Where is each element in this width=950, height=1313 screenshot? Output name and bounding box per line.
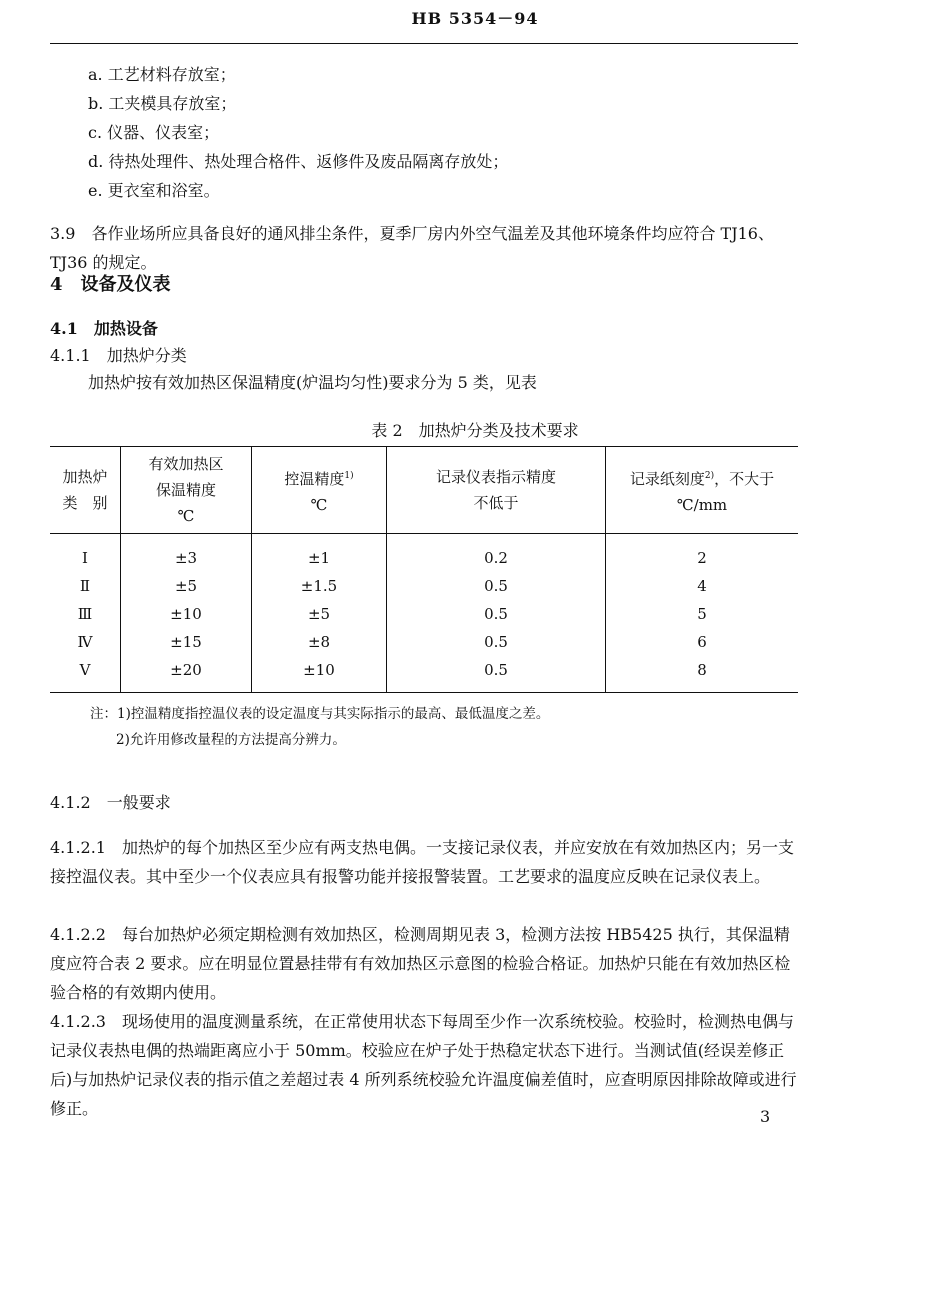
- cell-chart-scale: 4: [606, 572, 799, 600]
- section-4-1-2-heading: 4.1.2 一般要求: [50, 793, 171, 812]
- table-row: [50, 534, 798, 573]
- header-control-accuracy: 控温精度$^{1)}$ ℃: [252, 447, 387, 534]
- page-number: 3: [760, 1107, 771, 1126]
- paragraph-4-1-2-3: 4.1.2.3 现场使用的温度测量系统，在正常使用状态下每周至少作一次系统校验。校验时，检测热电偶与记录仪表热电偶的热端距离应小于 50mm。校验应在炉子处于热稳定状态下进行。当测试值(经误差修正后)与加热炉记录仪表的指示值之差超过表 4 所列系统校验允许温度偏差值时，应查明原因排除故障或进行修正。: [50, 1012, 797, 1118]
- cell-class: Ⅰ: [82, 549, 88, 567]
- cell-class: Ⅳ: [77, 633, 93, 651]
- cell-chart-scale: 6: [606, 628, 799, 656]
- header-chart-scale: 记录纸刻度$^{2)}$，不大于 ℃/mm: [606, 447, 799, 534]
- cell-class: Ⅲ: [77, 605, 93, 623]
- section-4-1-1-heading: 4.1.1 加热炉分类: [50, 346, 187, 365]
- cell-chart-scale: 5: [606, 600, 799, 628]
- cell-recorder-accuracy: 0.5: [387, 628, 606, 656]
- cell-recorder-accuracy: 0.5: [387, 572, 606, 600]
- list-item: c. 仪器、仪表室；: [88, 123, 220, 142]
- section-4-heading: 4 设备及仪表: [50, 274, 171, 295]
- table-row: [50, 600, 798, 628]
- cell-control-accuracy: ±10: [252, 656, 387, 693]
- table-note-2: 2)允许用修改量程的方法提高分辨力。: [116, 732, 346, 748]
- storage-room-list: [88, 60, 508, 205]
- list-item: a. 工艺材料存放室；: [88, 65, 236, 84]
- header-zone-accuracy: 有效加热区 保温精度 ℃: [121, 447, 252, 534]
- header-rule: [50, 43, 798, 44]
- section-4-1-heading: 4.1 加热设备: [50, 319, 158, 338]
- table-note-1: 注：1)控温精度指控温仪表的设定温度与其实际指示的最高、最低温度之差。: [90, 706, 550, 722]
- cell-control-accuracy: ±8: [252, 628, 387, 656]
- list-item: d. 待热处理件、热处理合格件、返修件及废品隔离存放处；: [88, 152, 509, 171]
- cell-recorder-accuracy: 0.5: [387, 656, 606, 693]
- cell-control-accuracy: ±5: [252, 600, 387, 628]
- table-row: [50, 628, 798, 656]
- cell-control-accuracy: ±1: [252, 534, 387, 573]
- header-furnace-class: 加热炉 类 别: [50, 447, 121, 534]
- cell-zone-accuracy: ±3: [121, 534, 252, 573]
- table-caption: 表 2 加热炉分类及技术要求: [371, 421, 579, 440]
- page-header-standard-number: HB 5354－94: [411, 9, 539, 28]
- cell-zone-accuracy: ±5: [121, 572, 252, 600]
- list-item: b. 工夹模具存放室；: [88, 94, 237, 113]
- cell-control-accuracy: ±1.5: [252, 572, 387, 600]
- list-item: e. 更衣室和浴室。: [88, 181, 220, 200]
- cell-class: Ⅴ: [50, 656, 121, 693]
- paragraph-3-9: 3.9 各作业场所应具备良好的通风排尘条件，夏季厂房内外空气温差及其他环境条件均应符合 TJ16、TJ36 的规定。: [50, 224, 774, 272]
- header-recorder-accuracy: 记录仪表指示精度 不低于: [387, 447, 606, 534]
- cell-recorder-accuracy: 0.2: [387, 534, 606, 573]
- table-row: [50, 656, 798, 693]
- table-header-row: [50, 447, 798, 534]
- cell-recorder-accuracy: 0.5: [387, 600, 606, 628]
- cell-zone-accuracy: ±10: [121, 600, 252, 628]
- cell-chart-scale: 2: [606, 534, 799, 573]
- furnace-classification-table: [50, 446, 798, 693]
- table-row: [50, 572, 798, 600]
- cell-class: Ⅱ: [79, 577, 91, 595]
- paragraph-4-1-2-2: 4.1.2.2 每台加热炉必须定期检测有效加热区，检测周期见表 3，检测方法按 HB5425 执行，其保温精度应符合表 2 要求。应在明显位置悬挂带有有效加热区示意图的检验合格证。加热炉只能在有效加热区检验合格的有效期内使用。: [50, 925, 791, 1002]
- paragraph-4-1-2-1: 4.1.2.1 加热炉的每个加热区至少应有两支热电偶。一支接记录仪表，并应安放在有效加热区内；另一支接控温仪表。其中至少一个仪表应具有报警功能并接报警装置。工艺要求的温度应反映在记录仪表上。: [50, 838, 794, 886]
- section-4-1-1-text: 加热炉按有效加热区保温精度(炉温均匀性)要求分为 5 类，见表: [88, 373, 537, 392]
- table-notes: [90, 701, 549, 753]
- cell-chart-scale: 8: [606, 656, 799, 693]
- cell-zone-accuracy: ±20: [121, 656, 252, 693]
- cell-zone-accuracy: ±15: [121, 628, 252, 656]
